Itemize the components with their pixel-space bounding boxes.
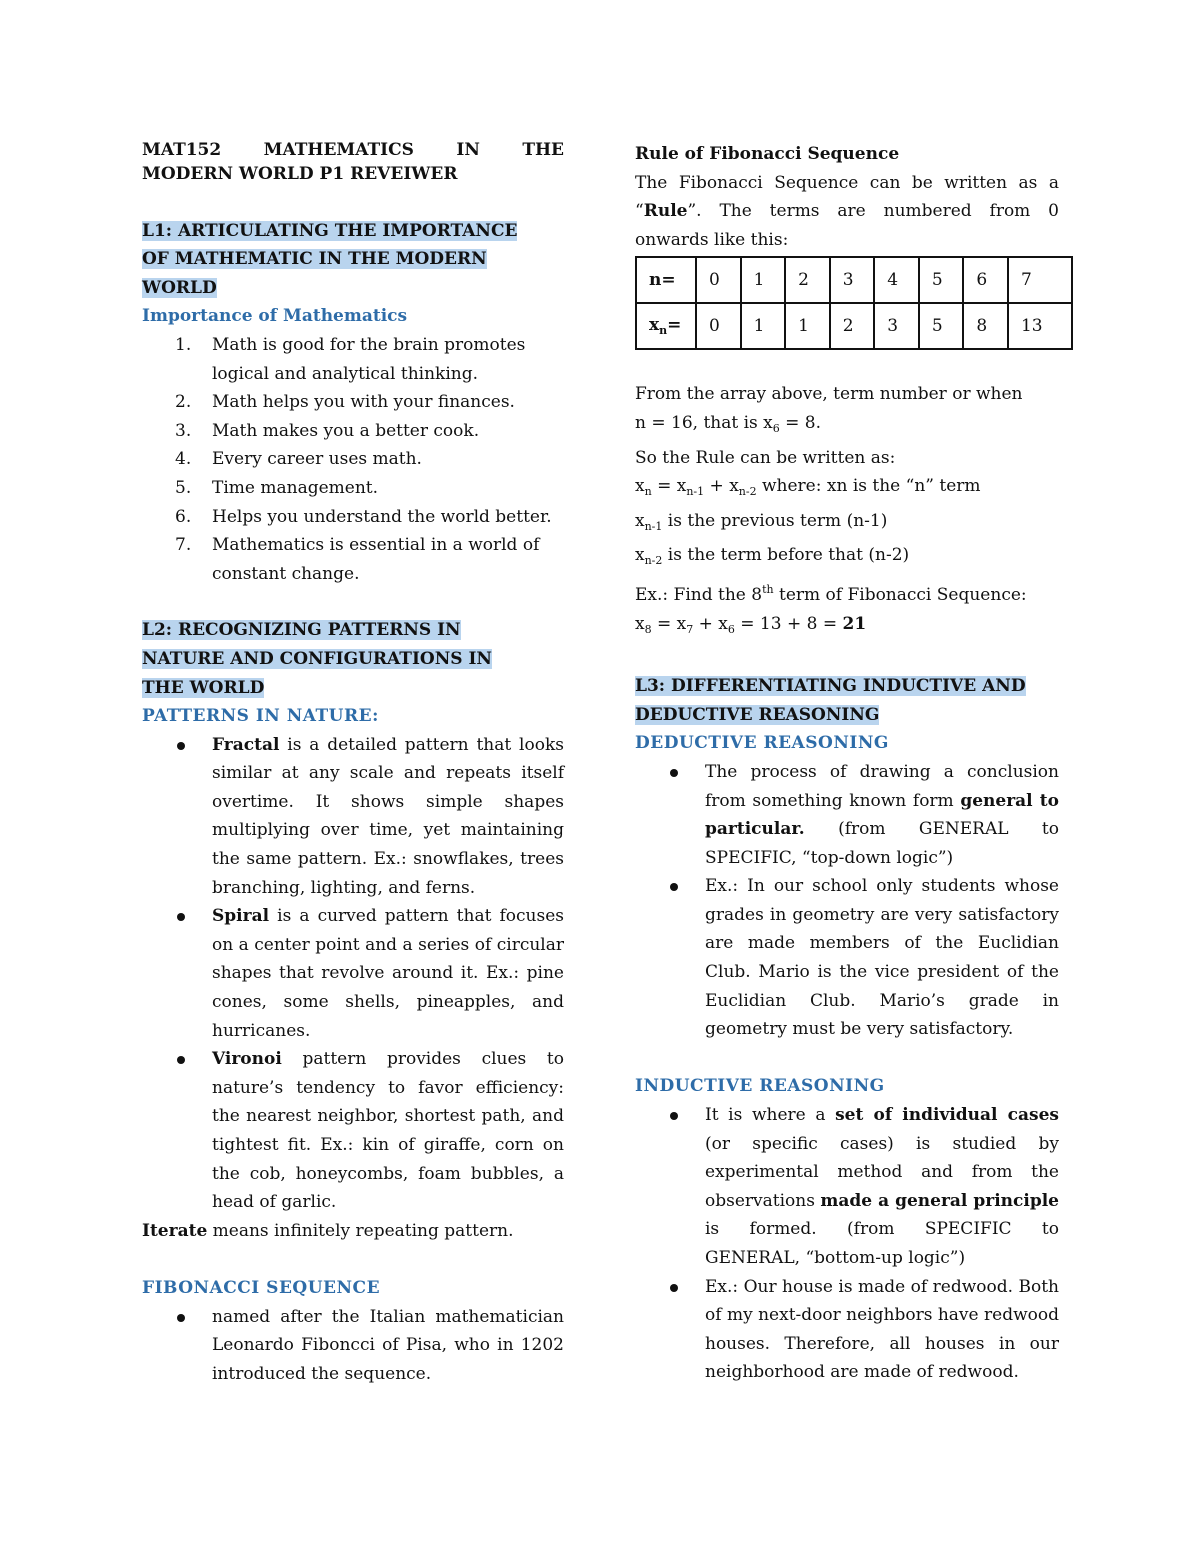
inductive-heading: INDUCTIVE REASONING xyxy=(635,1076,885,1097)
l2-heading-line: THE WORLD xyxy=(142,677,265,698)
l1-heading-line: L1: ARTICULATING THE IMPORTANCE xyxy=(142,220,518,241)
patterns-subheading: PATTERNS IN NATURE: xyxy=(142,706,379,727)
fibonacci-table xyxy=(635,256,1073,350)
l3-heading-line: DEDUCTIVE REASONING xyxy=(635,704,880,725)
table-cell: 0 xyxy=(696,303,741,349)
l3-heading xyxy=(635,672,1059,729)
formula-line: From the array above, term number or when xyxy=(635,384,1023,405)
importance-list xyxy=(142,331,564,588)
l2-heading-line: L2: RECOGNIZING PATTERNS IN xyxy=(142,620,461,641)
list-item: Vironoi pattern provides clues to nature’s tendency to favor efficiency: the nearest neighbor, shortest path, and tightest fit. Ex.: kin of giraffe, corn on the cob, honeycombs, foam bubbles, a head of garlic. xyxy=(142,1045,564,1217)
list-item: 2. Math helps you with your finances. xyxy=(175,392,515,413)
formula-line: n = 16, that is $x_6 = 8$. xyxy=(635,412,822,435)
importance-subheading: Importance of Mathematics xyxy=(142,306,408,327)
title-word: IN xyxy=(456,140,480,160)
fibonacci-list xyxy=(142,1303,564,1389)
table-cell: 2 xyxy=(830,303,875,349)
left-column xyxy=(142,140,564,1388)
list-item: Ex.: Our house is made of redwood. Both of my next-door neighbors have redwood houses. Therefore, all houses in our neighborhood are made of redwood. xyxy=(635,1273,1059,1387)
table-cell: n= xyxy=(636,257,696,303)
bullet-icon xyxy=(177,742,185,750)
table-cell: 1 xyxy=(741,257,786,303)
list-item: 5. Time management. xyxy=(175,477,379,498)
list-item: 1. Math is good for the brain promotes logical and analytical thinking. xyxy=(175,334,526,384)
l2-heading-line: NATURE AND CONFIGURATIONS IN xyxy=(142,648,492,669)
title-word: MATHEMATICS xyxy=(263,140,414,160)
list-item: named after the Italian mathematician Leonardo Fiboncci of Pisa, who in 1202 introduced the sequence. xyxy=(142,1303,564,1389)
list-item: 4. Every career uses math. xyxy=(175,449,422,470)
bullet-icon xyxy=(177,913,185,921)
deductive-list xyxy=(635,758,1059,1044)
table-cell: 5 xyxy=(919,303,964,349)
list-item: 6. Helps you understand the world better. xyxy=(175,506,552,527)
bullet-icon xyxy=(670,769,678,777)
table-cell: 8 xyxy=(963,303,1008,349)
list-item: The process of drawing a conclusion from something known form general to particular. (from GENERAL to SPECIFIC, “top-down logic”) xyxy=(635,758,1059,872)
formula-line: $x_8 = x_7 + x_6 = 13 + 8 = 21$ xyxy=(635,613,867,636)
table-cell: 6 xyxy=(963,257,1008,303)
rule-intro: The Fibonacci Sequence can be written as a “Rule”. The terms are numbered from 0 onwards like this: xyxy=(635,172,1059,250)
l1-heading xyxy=(142,217,564,303)
bullet-icon xyxy=(670,1112,678,1120)
iterate-definition: Iterate means infinitely repeating pattern. xyxy=(142,1220,514,1241)
table-cell: 1 xyxy=(785,303,830,349)
formula-line: So the Rule can be written as: xyxy=(635,447,896,468)
formula-line: $x_n = x_{n-1} + x_{n-2}$ where: xn is the “n” term xyxy=(635,476,981,499)
fibonacci-heading: FIBONACCI SEQUENCE xyxy=(142,1277,381,1298)
deductive-heading: DEDUCTIVE REASONING xyxy=(635,733,889,754)
bullet-icon xyxy=(177,1056,185,1064)
table-cell: 3 xyxy=(874,303,919,349)
patterns-list xyxy=(142,731,564,1217)
table-cell: $x_n=$ xyxy=(636,303,696,349)
formula-line: $x_{n-1}$ is the previous term (n-1) xyxy=(635,510,888,533)
formula-line: Ex.: Find the 8th term of Fibonacci Sequence: xyxy=(635,582,1027,605)
table-cell: 3 xyxy=(830,257,875,303)
table-cell: 7 xyxy=(1008,257,1072,303)
bullet-icon xyxy=(177,1314,185,1322)
list-item: Ex.: In our school only students whose grades in geometry are very satisfactory are made members of the Euclidian Club. Mario is the vice president of the Euclidian Club. Mario’s grade in geometry must be very satisfactory. xyxy=(635,872,1059,1044)
l2-heading xyxy=(142,616,564,702)
table-cell: 1 xyxy=(741,303,786,349)
rule-heading: Rule of Fibonacci Sequence xyxy=(635,144,900,164)
bullet-icon xyxy=(670,883,678,891)
l3-heading-line: L3: DIFFERENTIATING INDUCTIVE AND xyxy=(635,676,1026,697)
table-cell: 0 xyxy=(696,257,741,303)
list-item: 3. Math makes you a better cook. xyxy=(175,420,480,441)
inductive-list xyxy=(635,1101,1059,1387)
document-title-line-2: MODERN WORLD P1 REVEIWER xyxy=(142,164,458,184)
title-word: MAT152 xyxy=(142,140,222,160)
l1-heading-line: WORLD xyxy=(142,277,217,298)
table-cell: 4 xyxy=(874,257,919,303)
list-item: It is where a set of individual cases (or specific cases) is studied by experimental method and from the observations made a general principle is formed. (from SPECIFIC to GENERAL, “bottom-up logic”) xyxy=(635,1101,1059,1273)
list-item: 7. Mathematics is essential in a world of constant change. xyxy=(175,535,540,584)
document-title-line-1 xyxy=(142,140,564,160)
list-item: Spiral is a curved pattern that focuses on a center point and a series of circular shapes that revolve around it. Ex.: pine cones, some shells, pineapples, and hurricanes. xyxy=(142,902,564,1045)
table-row xyxy=(636,303,1072,349)
table-cell: 13 xyxy=(1008,303,1072,349)
formula-line: $x_{n-2}$ is the term before that (n-2) xyxy=(635,545,910,568)
bullet-icon xyxy=(670,1284,678,1292)
right-column xyxy=(635,140,1059,1387)
table-cell: 2 xyxy=(785,257,830,303)
table-cell: 5 xyxy=(919,257,964,303)
list-item: Fractal is a detailed pattern that looks similar at any scale and repeats itself overtime. It shows simple shapes multiplying over time, yet maintaining the same pattern. Ex.: snowflakes, trees branching, lighting, and ferns. xyxy=(142,731,564,903)
title-word: THE xyxy=(522,140,564,160)
table-row xyxy=(636,257,1072,303)
l1-heading-line: OF MATHEMATIC IN THE MODERN xyxy=(142,249,487,270)
